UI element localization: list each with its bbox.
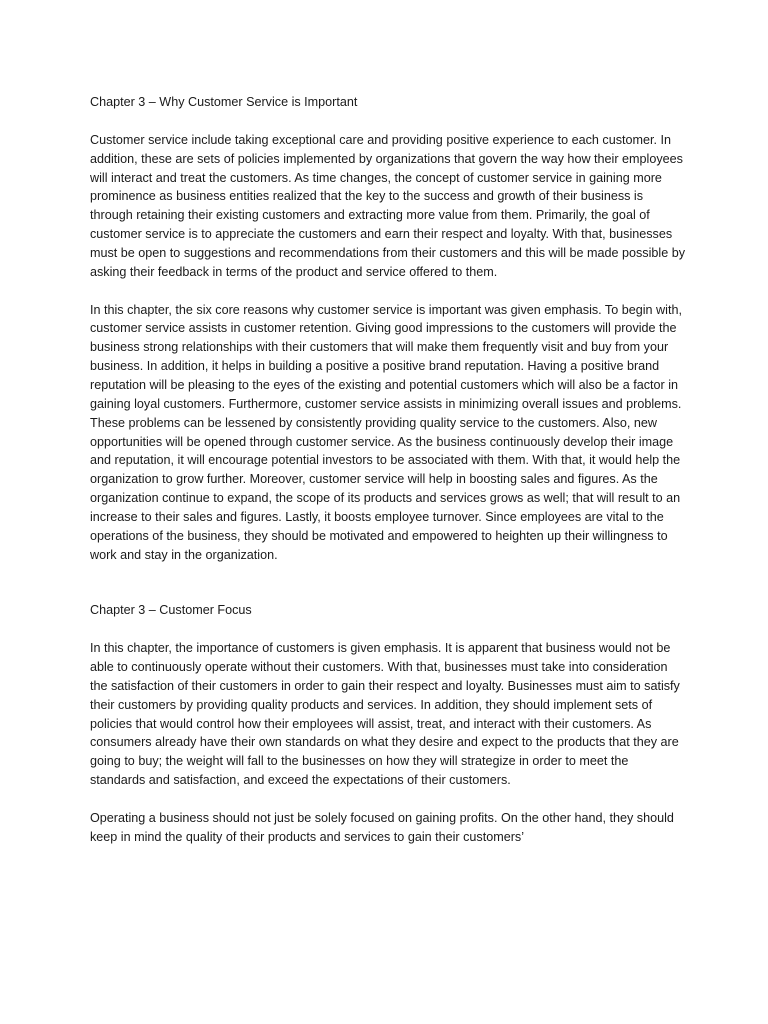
paragraph-operating-a-business: Operating a business should not just be solely focused on gaining profits. On the other hand, they should keep in mind the quality of their products and services to gain their customers’	[90, 811, 674, 844]
paragraph-customer-service-definition: Customer service include taking exceptional care and providing positive experience to each customer. In addition, these are sets of policies implemented by organizations that govern the way how their employees will interact and treat the customers. As time changes, the concept of customer service in gaining more prominence as business entities realized that the key to the success and growth of their business is through retaining their existing customers and extracting more value from them. Primarily, the goal of customer service is to appreciate the customers and earn their respect and loyalty. With that, businesses must be open to suggestions and recommendations from their customers and this will be made possible by asking their feedback in terms of the product and service offered to them.	[90, 132, 686, 279]
paragraph-importance-of-customers: In this chapter, the importance of customers is given emphasis. It is apparent that business would not be able to continuously operate without their customers. With that, businesses must take into consideration the satisfaction of their customers in order to gain their respect and loyalty. Businesses must aim to satisfy their customers by providing quality products and services. In addition, they should implement sets of policies that would control how their employees will assist, treat, and interact with their customers. As consumers already have their own standards on what they desire and expect to the products that they are going to buy; the weight will fall to the businesses on how they will strategize in order to meet the standards and satisfaction, and exceed the expectations of their customers.	[90, 641, 680, 788]
section-heading-why-customer-service: Chapter 3 – Why Customer Service is Important	[90, 95, 358, 109]
section-heading-customer-focus: Chapter 3 – Customer Focus	[90, 603, 252, 618]
document-body	[90, 93, 686, 847]
paragraph-six-core-reasons: In this chapter, the six core reasons why customer service is important was given emphasis. To begin with, customer service assists in customer retention. Giving good impressions to the customers will provide the business strong relationships with their customers that will make them frequently visit and buy from your business. In addition, it helps in building a positive a positive brand reputation. Having a positive brand reputation will be pleasing to the eyes of the existing and potential customers which will also be a factor in gaining loyal customers. Furthermore, customer service assists in minimizing overall issues and problems. These problems can be lessened by consistently providing quality service to the customers. Also, new opportunities will be opened through customer service. As the business continuously develop their image and reputation, it will encourage potential investors to be associated with them. With that, it would help the organization to grow further. Moreover, customer service will help in boosting sales and figures. As the organization continue to expand, the scope of its products and services grows as well; that will result to an increase to their sales and figures. Lastly, it boosts employee turnover. Since employees are vital to the operations of the business, they should be motivated and empowered to heighten up their willingness to work and stay in the organization.	[90, 302, 682, 562]
